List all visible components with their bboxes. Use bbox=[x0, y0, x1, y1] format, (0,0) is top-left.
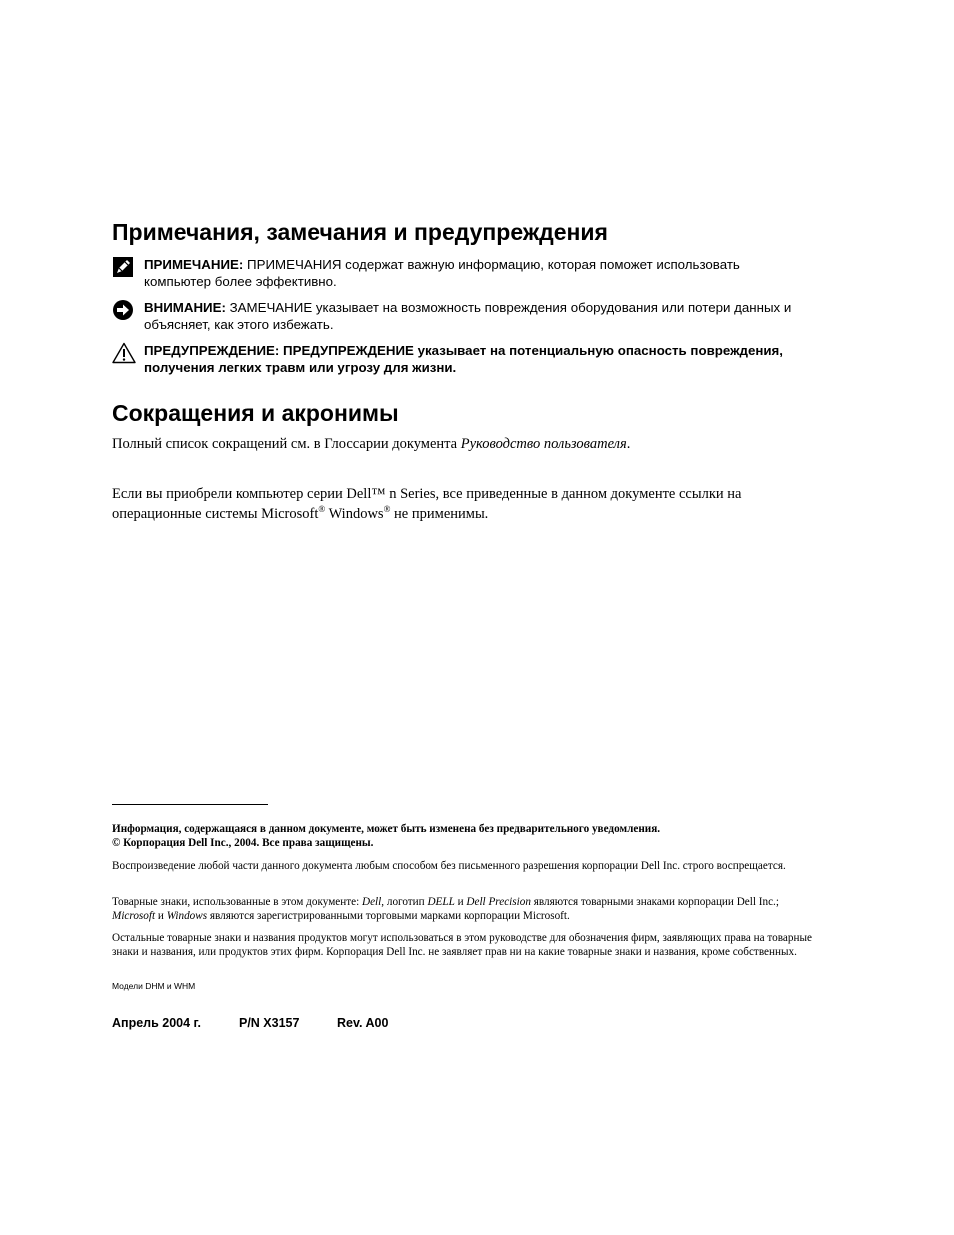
pencil-note-icon bbox=[112, 256, 136, 280]
dell-n-text-2: Windows bbox=[325, 506, 384, 522]
warning-triangle-icon bbox=[112, 342, 136, 366]
registered-mark: ® bbox=[383, 504, 391, 514]
info-change-notice: Информация, содержащаяся в данном документе, может быть изменена без предварительного уведомления. bbox=[112, 823, 661, 835]
note-label: ПРИМЕЧАНИЕ: bbox=[144, 257, 244, 272]
notice-block bbox=[112, 299, 802, 333]
trademarks-text: , логотип bbox=[381, 896, 428, 908]
notes-heading: Примечания, замечания и предупреждения bbox=[112, 219, 608, 245]
trademarks-text: являются товарными знаками корпорации Dell Inc.; bbox=[530, 896, 779, 908]
trademark-microsoft: Microsoft bbox=[112, 910, 156, 922]
trademark-dell: Dell bbox=[362, 896, 382, 908]
trademark-dell-precision: Dell Precision bbox=[466, 896, 531, 908]
caution-block bbox=[112, 342, 802, 376]
note-body: ПРИМЕЧАНИЯ содержат важную информацию, которая поможет использовать компьютер более эффективно. bbox=[144, 257, 740, 289]
trademarks-text: являются зарегистрированными торговыми марками корпорации Microsoft. bbox=[207, 910, 570, 922]
dell-n-series-paragraph bbox=[112, 484, 812, 524]
abbreviations-paragraph bbox=[112, 434, 812, 454]
part-number: P/N X3157 bbox=[239, 1016, 300, 1030]
abbreviations-heading: Сокращения и акронимы bbox=[112, 400, 399, 426]
note-block bbox=[112, 256, 802, 290]
notice-label: ВНИМАНИЕ: bbox=[144, 300, 226, 315]
trademarks-text: и bbox=[155, 910, 167, 922]
reproduction-notice: Воспроизведение любой части данного документа любым способом без письменного разрешения корпорации Dell Inc. строго воспрещается. bbox=[112, 860, 786, 872]
caution-body: ПРЕДУПРЕЖДЕНИЕ указывает на потенциальную опасность повреждения, получения легких травм или угрозу для жизни. bbox=[144, 343, 784, 375]
abbreviations-text: Полный список сокращений см. в Глоссарии документа bbox=[112, 436, 461, 452]
notice-text bbox=[144, 299, 802, 333]
trademarks-notice bbox=[112, 895, 817, 923]
note-text bbox=[144, 256, 802, 290]
notice-arrow-icon bbox=[112, 299, 136, 323]
registered-mark: ® bbox=[318, 504, 326, 514]
dell-n-text-1: Если вы приобрели компьютер серии Dell™ n Series, все приведенные в данном документе ссылки на операционные системы Microsoft bbox=[112, 486, 742, 522]
users-guide-title: Руководство пользователя bbox=[460, 436, 627, 452]
trademark-windows: Windows bbox=[166, 910, 208, 922]
dell-n-text-3: не применимы. bbox=[390, 506, 489, 522]
publication-date: Апрель 2004 г. bbox=[112, 1016, 201, 1030]
abbreviations-end: . bbox=[626, 436, 631, 452]
model-numbers: Модели DHM и WHM bbox=[112, 981, 196, 991]
revision: Rev. A00 bbox=[337, 1016, 389, 1030]
other-trademarks-notice: Остальные товарные знаки и названия продуктов могут использоваться в этом руководстве для обозначения фирм, заявляющих права на товарные знаки и названия, или продуктов этих фирм. Корпорация Dell Inc. не заявляет прав ни на какие товарные знаки и названия, кроме собственных. bbox=[112, 932, 812, 958]
trademarks-text: Товарные знаки, использованные в этом документе: bbox=[112, 896, 362, 908]
trademarks-text: и bbox=[454, 896, 467, 908]
caution-label: ПРЕДУПРЕЖДЕНИЕ: bbox=[144, 343, 280, 358]
trademark-dell-logo: DELL bbox=[427, 896, 455, 908]
footnote-divider bbox=[112, 804, 268, 805]
copyright-line: © Корпорация Dell Inc., 2004. Все права защищены. bbox=[112, 837, 374, 849]
notice-body: ЗАМЕЧАНИЕ указывает на возможность повреждения оборудования или потери данных и объясняет, как этого избежать. bbox=[144, 300, 792, 332]
info-notice bbox=[112, 822, 817, 850]
caution-text bbox=[144, 342, 802, 376]
